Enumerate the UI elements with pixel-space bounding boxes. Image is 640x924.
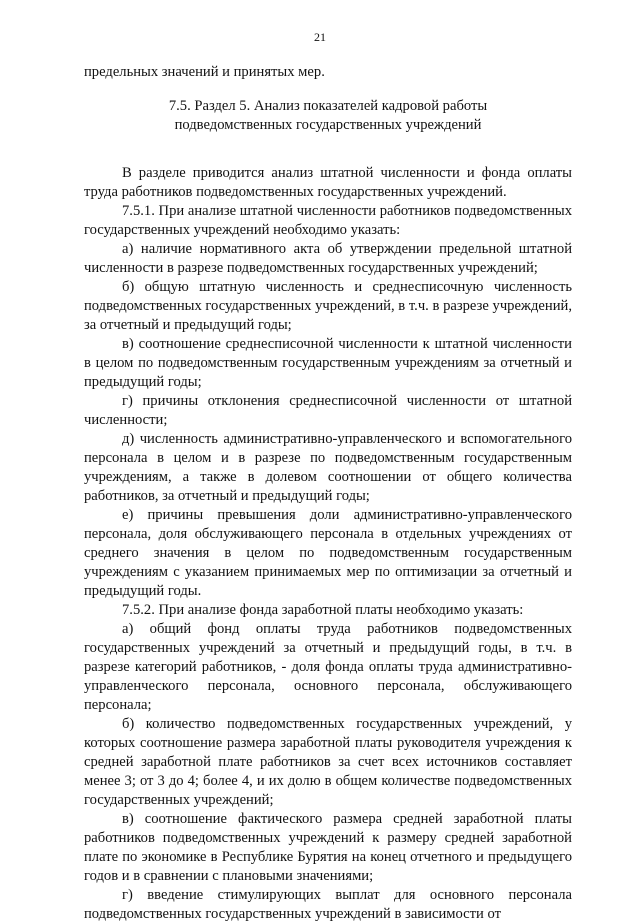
paragraph-7-5-2: 7.5.2. При анализе фонда заработной платы необходимо указать: bbox=[122, 602, 524, 618]
page-number: 21 bbox=[314, 30, 326, 44]
section-heading bbox=[84, 97, 572, 135]
paragraph-7-5-1-g: г) причины отклонения среднесписочной численности от штатной численности; bbox=[84, 393, 572, 428]
paragraph-7-5-1-a: а) наличие нормативного акта об утверждении предельной штатной численности в разрезе подведомственных государственных учреждений; bbox=[84, 241, 572, 276]
paragraph-7-5-1-v: в) соотношение среднесписочной численности к штатной численности в целом по подведомственным государственным учреждениям за отчетный и предыдущий годы; bbox=[84, 336, 572, 390]
section-heading-line-2: подведомственных государственных учреждений bbox=[174, 117, 482, 133]
continuation-text: предельных значений и принятых мер. bbox=[84, 64, 325, 80]
paragraph-7-5-2-g: г) введение стимулирующих выплат для основного персонала подведомственных государственных учреждений в зависимости от bbox=[84, 887, 572, 922]
paragraph-7-5-2-a: а) общий фонд оплаты труда работников подведомственных государственных учреждений за отчетный и предыдущий годы, в т.ч. в разрезе категорий работников, - доля фонда оплаты труда административно-управленческого персонала, основного персонала, обслуживающего персонала; bbox=[84, 621, 572, 713]
paragraph-7-5-1-b: б) общую штатную численность и среднесписочную численность подведомственных государственных учреждений, в т.ч. в разрезе учреждений, за отчетный и предыдущий годы; bbox=[84, 279, 572, 333]
paragraph-7-5-2-v: в) соотношение фактического размера средней заработной платы работников подведомственных учреждений к размеру средней заработной плате по экономике в Республике Бурятия на конец отчетного и предыдущего годов и в сравнении с плановыми значениями; bbox=[84, 811, 572, 884]
section-heading-line-1: 7.5. Раздел 5. Анализ показателей кадровой работы bbox=[168, 98, 488, 114]
document-body bbox=[84, 63, 572, 924]
paragraph-7-5-2-b: б) количество подведомственных государственных учреждений, у которых соотношение размера заработной платы руководителя учреждения к средней заработной плате работников за счет всех источников составляет менее 3; от 3 до 4; более 4, и их долю в общем количестве подведомственных государственных учреждений; bbox=[84, 716, 572, 808]
paragraph-7-5-1-e: е) причины превышения доли административно-управленческого персонала, доля обслуживающего персонала в отдельных учреждениях от среднего значения в целом по подведомственным государственным учреждениям с указанием принимаемых мер по оптимизации за отчетный и предыдущий годы. bbox=[84, 507, 572, 599]
paragraph-7-5-1-d: д) численность административно-управленческого и вспомогательного персонала в целом и в разрезе по подведомственным государственным учреждениям, а также в долевом соотношении от общего количества работников, за отчетный и предыдущий годы; bbox=[84, 431, 572, 504]
paragraph-7-5-1: 7.5.1. При анализе штатной численности работников подведомственных государственных учреждений необходимо указать: bbox=[84, 203, 572, 238]
paragraph-intro: В разделе приводится анализ штатной численности и фонда оплаты труда работников подведомственных государственных учреждений. bbox=[84, 165, 572, 200]
